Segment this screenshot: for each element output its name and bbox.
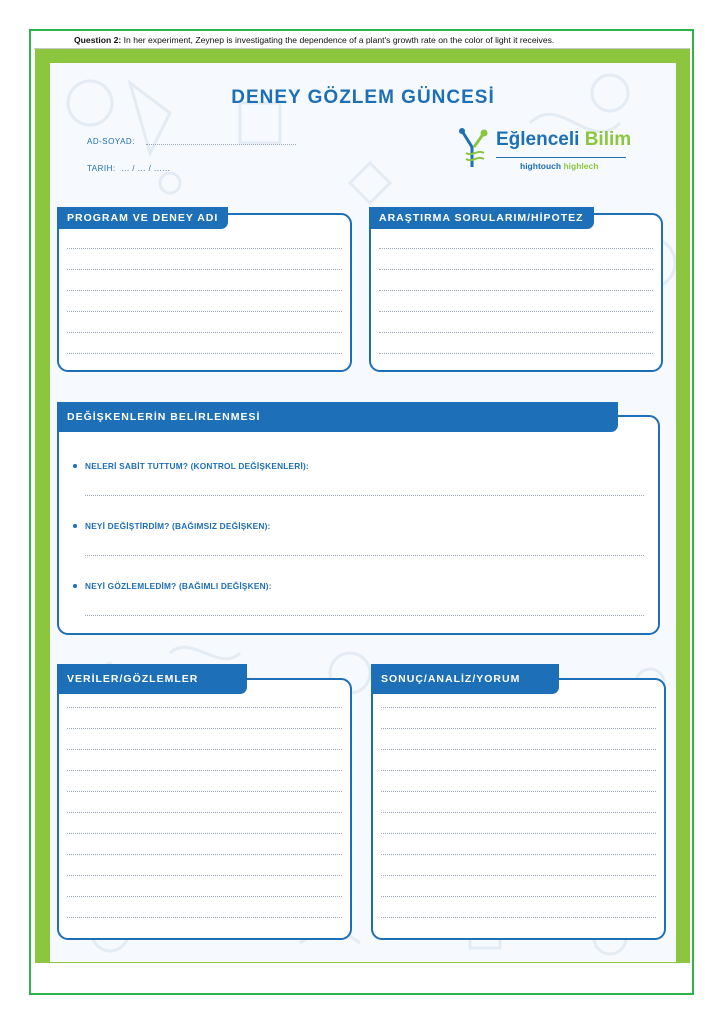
data-line[interactable] bbox=[67, 812, 342, 813]
control-variables-line[interactable] bbox=[85, 495, 644, 496]
logo-icon bbox=[456, 127, 492, 171]
research-header: ARAŞTIRMA SORULARIM/HİPOTEZ bbox=[369, 207, 594, 229]
bullet-icon bbox=[73, 464, 77, 468]
question-bar bbox=[34, 33, 690, 49]
variables-header: DEĞİŞKENLERİN BELİRLENMESİ bbox=[57, 402, 618, 432]
program-line[interactable] bbox=[67, 353, 342, 354]
dependent-variable-item bbox=[73, 581, 272, 591]
result-line[interactable] bbox=[381, 749, 656, 750]
question-text: In her experiment, Zeynep is investigating the dependence of a plant's growth rate on the color of light it receives. bbox=[121, 35, 555, 45]
result-line[interactable] bbox=[381, 833, 656, 834]
control-variables-label: NELERİ SABİT TUTTUM? (KONTROL DEĞİŞKENLERİ): bbox=[85, 461, 309, 471]
data-line[interactable] bbox=[67, 854, 342, 855]
research-line[interactable] bbox=[379, 332, 653, 333]
question-label: Question 2: bbox=[74, 35, 122, 45]
independent-variable-label: NEYİ DEĞİŞTİRDİM? (BAĞIMSIZ DEĞİŞKEN): bbox=[85, 521, 271, 531]
name-label: AD-SOYAD: bbox=[87, 137, 135, 146]
result-line[interactable] bbox=[381, 812, 656, 813]
bottom-strip bbox=[35, 963, 690, 977]
research-section bbox=[369, 213, 663, 372]
program-line[interactable] bbox=[67, 248, 342, 249]
program-line[interactable] bbox=[67, 311, 342, 312]
independent-variable-line[interactable] bbox=[85, 555, 644, 556]
result-line[interactable] bbox=[381, 854, 656, 855]
research-line[interactable] bbox=[379, 311, 653, 312]
logo-main: Eğlenceli bbox=[496, 129, 580, 150]
result-line[interactable] bbox=[381, 770, 656, 771]
result-line[interactable] bbox=[381, 707, 656, 708]
result-section bbox=[371, 673, 666, 940]
research-line[interactable] bbox=[379, 248, 653, 249]
bullet-icon bbox=[73, 584, 77, 588]
result-line[interactable] bbox=[381, 917, 656, 918]
logo-accent: Bilim bbox=[584, 129, 632, 150]
result-line[interactable] bbox=[381, 791, 656, 792]
data-header: VERİLER/GÖZLEMLER bbox=[57, 664, 247, 694]
data-line[interactable] bbox=[67, 917, 342, 918]
bullet-icon bbox=[73, 524, 77, 528]
name-field[interactable] bbox=[146, 144, 296, 145]
worksheet-title: DENEY GÖZLEM GÜNCESİ bbox=[231, 87, 495, 108]
worksheet bbox=[50, 63, 676, 962]
research-line[interactable] bbox=[379, 290, 653, 291]
variables-section bbox=[57, 411, 660, 635]
research-line[interactable] bbox=[379, 353, 653, 354]
research-line[interactable] bbox=[379, 269, 653, 270]
logo-sub-right: highlech bbox=[563, 161, 599, 171]
logo-rule bbox=[496, 157, 626, 158]
logo-tagline bbox=[520, 161, 598, 171]
data-line[interactable] bbox=[67, 749, 342, 750]
program-line[interactable] bbox=[67, 269, 342, 270]
result-line[interactable] bbox=[381, 896, 656, 897]
data-line[interactable] bbox=[67, 728, 342, 729]
independent-variable-item bbox=[73, 521, 271, 531]
program-section bbox=[57, 213, 352, 372]
program-line[interactable] bbox=[67, 290, 342, 291]
result-header: SONUÇ/ANALİZ/YORUM bbox=[371, 664, 559, 694]
logo-sub-left: hightouch bbox=[520, 161, 562, 171]
data-line[interactable] bbox=[67, 833, 342, 834]
eglenceli-bilim-logo bbox=[456, 125, 636, 175]
dependent-variable-label: NEYİ GÖZLEMLEDİM? (BAĞIMLI DEĞİŞKEN): bbox=[85, 581, 272, 591]
data-line[interactable] bbox=[67, 896, 342, 897]
program-header: PROGRAM VE DENEY ADI bbox=[57, 207, 228, 229]
result-line[interactable] bbox=[381, 728, 656, 729]
date-label-text: TARIH: bbox=[87, 164, 116, 173]
program-line[interactable] bbox=[67, 332, 342, 333]
logo-wordmark bbox=[496, 129, 631, 151]
result-line[interactable] bbox=[381, 875, 656, 876]
control-variables-item bbox=[73, 461, 309, 471]
date-field[interactable]: ... / ... / ...... bbox=[121, 164, 171, 173]
data-line[interactable] bbox=[67, 770, 342, 771]
data-line[interactable] bbox=[67, 707, 342, 708]
date-label bbox=[87, 164, 170, 173]
data-line[interactable] bbox=[67, 875, 342, 876]
data-section bbox=[57, 673, 352, 940]
dependent-variable-line[interactable] bbox=[85, 615, 644, 616]
data-line[interactable] bbox=[67, 791, 342, 792]
